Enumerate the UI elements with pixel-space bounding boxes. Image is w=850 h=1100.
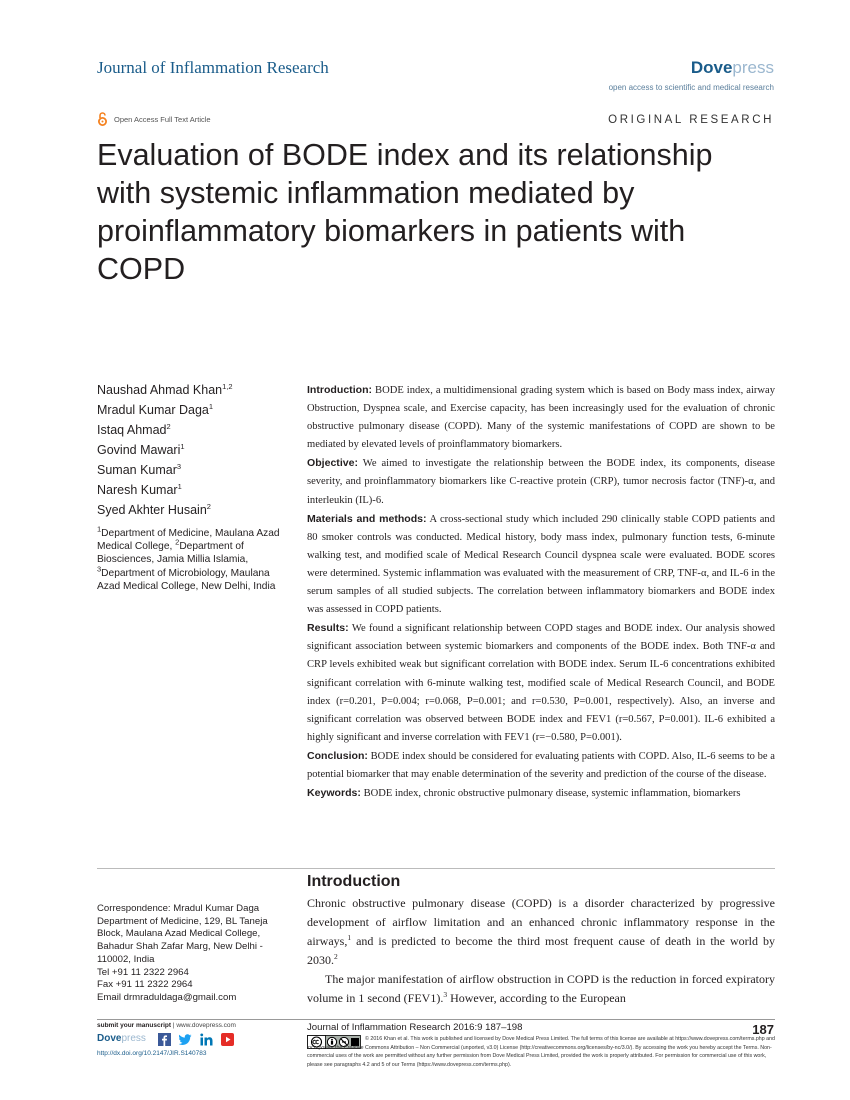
author: Naushad Ahmad Khan$^{1,2}$ <box>97 381 233 397</box>
paragraph: Chronic obstructive pulmonary disease (COPD) is a disorder characterized by progressive development of airflow limitation and an enhanced chronic inflammatory response in the airways,$^1$ and is predicted to become the third most frequent cause of death in the world by 2030.$^2$ <box>307 896 775 967</box>
abstract-objective: Objective: We aimed to investigate the relationship between the BODE index, its components, disease severity, and proinflammatory biomarkers like C-reactive protein (CRP), tumor necrosis factor (TNF)-α, and interleukin (IL)-6. <box>307 457 775 506</box>
social-links <box>158 1033 234 1046</box>
author-list <box>97 380 287 520</box>
abstract-conclusion: Conclusion: BODE index should be considered for evaluating patients with COPD. Also, IL-6 seems to be a potential biomarker that may enable determination of the severity and prediction of the course of the disease. <box>307 749 775 780</box>
open-access-label <box>97 112 211 126</box>
abstract-methods: Materials and methods: A cross-sectional study which included 290 clinically stable COPD patients and 80 smoker controls was conducted. Medical history, body mass index, pulmonary function tests, 6-minute walking test, and modified scale of Medical Research Council dyspnea scale were evaluated. BODE scores were determined. Systemic inflammation was evaluated with the measurement of CRP, TNF-α, and IL-6 in the serum samples of all studied subjects. The correlation between inflammatory biomarkers and BODE index was assessed in COPD patients. <box>307 512 775 616</box>
journal-name[interactable]: Journal of Inflammation Research <box>97 58 329 77</box>
open-access-lock-icon <box>97 112 108 126</box>
introduction-body <box>307 894 775 1008</box>
youtube-icon[interactable] <box>221 1033 234 1046</box>
correspondence <box>97 903 282 1005</box>
page-number: 187 <box>752 1022 774 1037</box>
reference-link[interactable]: 2 <box>334 952 338 961</box>
author: Suman Kumar$^3$ <box>97 461 182 477</box>
submit-manuscript-link[interactable]: submit your manuscript | www.dovepress.com <box>97 1022 236 1029</box>
correspondence-tel: Tel +91 11 2322 2964 <box>97 966 189 978</box>
publisher-logo-part2: press <box>732 58 774 77</box>
article-type: ORIGINAL RESEARCH <box>608 114 774 126</box>
introduction-heading: Introduction <box>307 873 401 890</box>
author: Govind Mawari$^1$ <box>97 441 185 457</box>
facebook-icon[interactable] <box>158 1033 171 1046</box>
journal-citation: Journal of Inflammation Research 2016:9 187–198 <box>307 1022 523 1033</box>
publisher-logo[interactable] <box>691 58 774 78</box>
doi-link[interactable]: http://dx.doi.org/10.2147/JIR.S140783 <box>97 1050 207 1057</box>
publisher-tagline: open access to scientific and medical research <box>608 83 774 92</box>
publisher-logo-part1: Dove <box>690 58 733 77</box>
article-title: Evaluation of BODE index and its relationship with systemic inflammation mediated by proinflammatory biomarkers in patients with COPD <box>97 138 713 286</box>
license-statement: © 2016 Khan et al. This work is published and licensed by Dove Medical Press Limited. The full terms of this license are available at https://www.dovepress.com/terms.php and incorporate the Creative Commons Attribution – Non Commercial (unported, v3.0) License (http://creativecommons.org/licenses/by-nc/3.0/). By accessing the work you hereby accept the Terms. Non-commercial uses of the work are permitted without any further permission from Dove Medical Press Limited, provided the work is properly attributed. For permission for commercial use of this work, please see paragraphs 4.2 and 5 of our Terms (https://www.dovepress.com/terms.php). <box>307 1036 776 1068</box>
author: Naresh Kumar$^1$ <box>97 481 182 497</box>
abstract-keywords: Keywords: BODE index, chronic obstructive pulmonary disease, systemic inflammation, biomarkers <box>307 787 741 800</box>
paragraph: The major manifestation of airflow obstruction in COPD is the reduction in forced expiratory volume in 1 second (FEV1).$^3$ However, according to the European <box>307 972 775 1005</box>
author: Istaq Ahmad$^2$ <box>97 421 171 437</box>
open-access-text: Open Access Full Text Article <box>114 114 211 124</box>
section-divider <box>97 868 775 869</box>
affiliations: $^1$Department of Medicine, Maulana Azad Medical College, $^2$Department of Biosciences, Jamia Millia Islamia, $^3$Department of Microbiology, Maulana Azad Medical College, New Delhi, India <box>97 524 280 592</box>
author: Syed Akhter Husain$^2$ <box>97 501 211 517</box>
twitter-icon[interactable] <box>179 1033 192 1046</box>
author: Mradul Kumar Daga$^1$ <box>97 401 214 417</box>
abstract-results: Results: We found a significant relationship between COPD stages and BODE index. Our analysis showed significant association between systemic biomarkers and components of the BODE index. Both TNF-α and CRP levels exhibited weak but significant correlation with BODE index. Serum IL-6 concentrations exhibited significant correlation with 6-minute walking test, modified scale of Medical Research Council, and BODE index (r=0.201, P=0.004; r=0.068, P=0.001; and r=0.530, P=0.001, respectively). Also, an inverse and significant correlation was observed between BODE index and FEV1 (r=0.567, P=0.001). IL-6 exhibited a highly significant and inverse correlation with FEV1 (r=−0.580, P=0.001). <box>307 622 775 743</box>
correspondence-name: Correspondence: Mradul Kumar Daga <box>97 903 260 914</box>
footer-publisher-logo[interactable]: Dovepress <box>97 1033 146 1044</box>
correspondence-fax: Fax +91 11 2322 2964 <box>97 979 193 991</box>
abstract <box>307 381 775 803</box>
reference-link[interactable]: 1 <box>347 933 352 942</box>
abstract-introduction: Introduction: BODE index, a multidimensional grading system which is based on Body mass index, airway Obstruction, Dyspnea scale, and Exercise capacity, has been increasingly used for the evaluation of chronic obstructive pulmonary disease (COPD). Many of the systemic manifestations of COPD are shown to be mediated by elevated levels of proinflammatory biomarkers. <box>307 384 775 451</box>
footer-divider <box>97 1019 775 1020</box>
correspondence-email[interactable]: Email drmraduldaga@gmail.com <box>97 991 237 1003</box>
reference-link[interactable]: 3 <box>443 990 448 999</box>
correspondence-address: Department of Medicine, 129, BL Taneja Block, Maulana Azad Medical College, Bahadur Shah Zafar Marg, New Delhi - 110002, India <box>97 915 268 965</box>
linkedin-icon[interactable] <box>200 1033 213 1046</box>
